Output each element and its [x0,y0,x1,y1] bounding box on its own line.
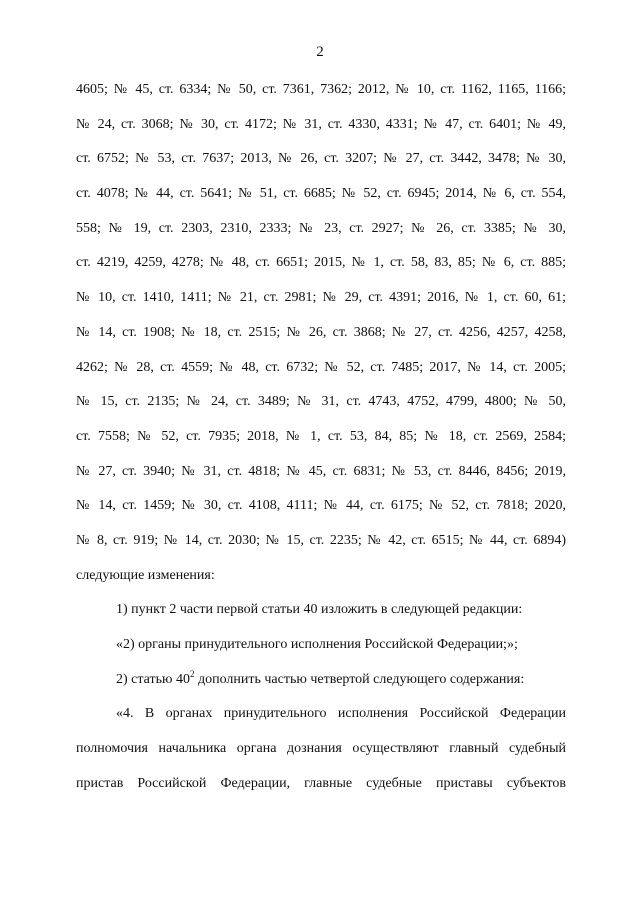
text-line: ст. 6752; № 53, ст. 7637; 2013, № 26, ст. 3207; № 27, ст. 3442, 3478; № 30, [76,151,566,167]
document-body [76,73,566,801]
superscript: 2 [189,668,195,679]
text-line: ст. 4219, 4259, 4278; № 48, ст. 6651; 2015, № 1, ст. 58, 83, 85; № 6, ст. 885; [76,255,566,271]
text-line: 558; № 19, ст. 2303, 2310, 2333; № 23, ст. 2927; № 26, ст. 3385; № 30, [76,220,566,236]
quoted-text-line: «2) органы принудительного исполнения Российской Федерации;»; [116,637,518,652]
list-item [76,663,566,698]
text-line: № 14, ст. 1908; № 18, ст. 2515; № 26, ст. 3868; № 27, ст. 4256, 4257, 4258, [76,324,566,340]
page-number: 2 [316,44,324,60]
text-line: № 27, ст. 3940; № 31, ст. 4818; № 45, ст. 6831; № 53, ст. 8446, 8456; 2019, [76,463,566,479]
text-line: № 15, ст. 2135; № 24, ст. 3489; № 31, ст. 4743, 4752, 4799, 4800; № 50, [76,394,566,410]
quoted-text-line: «4. В органах принудительного исполнения Российской Федерации [116,706,566,722]
quoted-text-line: пристав Российской Федерации, главные судебные приставы субъектов [76,775,566,791]
list-item-text: дополнить частью четвертой следующего содержания: [194,671,525,687]
text-line: 4605; № 45, ст. 6334; № 50, ст. 7361, 7362; 2012, № 10, ст. 1162, 1165, 1166; [76,82,566,97]
text-line: № 24, ст. 3068; № 30, ст. 4172; № 31, ст. 4330, 4331; № 47, ст. 6401; № 49, [76,116,566,132]
text-line: ст. 4078; № 44, ст. 5641; № 51, ст. 6685; № 52, ст. 6945; 2014, № 6, ст. 554, [76,186,566,202]
text-line: следующие изменения: [76,567,215,583]
text-line: № 8, ст. 919; № 14, ст. 2030; № 15, ст. 2235; № 42, ст. 6515; № 44, ст. 6894) [76,532,566,548]
quoted-text-line: полномочия начальника органа дознания осуществляют главный судебный [76,741,566,757]
list-item: 1) пункт 2 части первой статьи 40 изложить в следующей редакции: [116,602,523,618]
text-line: 4262; № 28, ст. 4559; № 48, ст. 6732; № 52, ст. 7485; 2017, № 14, ст. 2005; [76,359,566,375]
text-line: № 14, ст. 1459; № 30, ст. 4108, 4111; № 44, ст. 6175; № 52, ст. 7818; 2020, [76,498,566,514]
list-item-text: 2) статью 40 [116,671,190,687]
text-line: ст. 7558; № 52, ст. 7935; 2018, № 1, ст. 53, 84, 85; № 18, ст. 2569, 2584; [76,428,566,444]
text-line: № 10, ст. 1410, 1411; № 21, ст. 2981; № 29, ст. 4391; 2016, № 1, ст. 60, 61; [76,290,566,306]
